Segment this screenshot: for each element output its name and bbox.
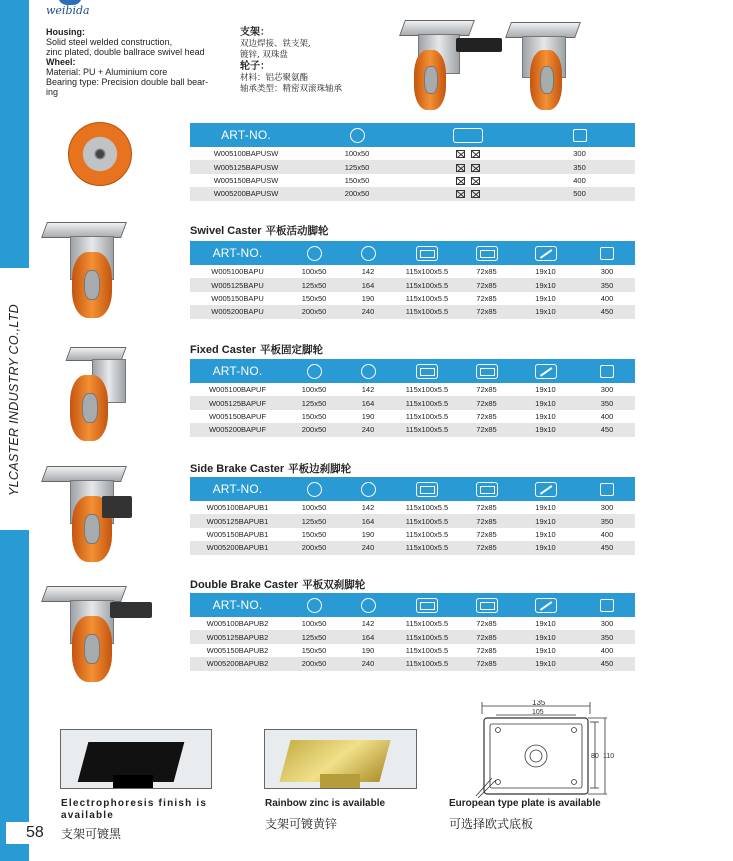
table-row: [190, 528, 635, 541]
height-icon: [361, 364, 376, 379]
cell-art-no: W005200BAPUB2: [190, 657, 285, 670]
spec-cn-housing-label: 支架：: [240, 27, 270, 38]
header-wheel-size: [285, 359, 343, 383]
cell-wheel-size: 150x50: [301, 293, 327, 303]
cell-plate-size: 115x100x5.5: [405, 267, 449, 277]
height-icon: [361, 598, 376, 613]
bearing-symbol-icon: [471, 190, 480, 198]
cell-bolt-hole: 19x10: [512, 396, 579, 409]
spec-wheel-label: Wheel:: [46, 57, 76, 67]
cell-height: 240: [343, 541, 393, 554]
cell-bolt-hole: 19x10: [535, 385, 556, 395]
cell-height: 164: [343, 630, 393, 643]
cell-bolt-hole: 19x10: [535, 503, 556, 513]
cell-hole-spacing: 72x85: [476, 385, 497, 395]
cell-wheel-size: 125x50: [302, 160, 412, 173]
cell-art-no: W005150BAPUSW: [213, 175, 279, 185]
cell-wheel-size: 150x50: [301, 645, 327, 655]
cell-plate-size: 115x100x5.5: [393, 396, 461, 409]
cell-load: 450: [579, 423, 635, 436]
spec-cn-line: 材料：铝芯聚氨酯: [240, 73, 309, 83]
load-kg-icon: [600, 483, 614, 496]
bolt-hole-icon: [535, 598, 557, 613]
caption-electrophoresis-cn: 支架可镀黑: [61, 827, 122, 841]
cell-art-no: W005125BAPUB1: [190, 514, 285, 527]
bearing-symbol-icon: [471, 177, 480, 185]
cell-plate-size: 115x100x5.5: [405, 385, 449, 395]
cell-hole-spacing: 72x85: [461, 630, 512, 643]
wheel-spec-table: [190, 123, 635, 201]
side-band-top: [0, 0, 29, 268]
height-icon: [361, 482, 376, 497]
cell-load: 300: [600, 385, 614, 395]
caster-image-side: [40, 466, 150, 561]
cell-wheel-size: 125x50: [285, 630, 343, 643]
cell-bearing: [412, 147, 524, 160]
cell-bolt-hole: 19x10: [535, 267, 556, 277]
cell-bolt-hole: 19x10: [512, 630, 579, 643]
dim-inner-width: 105: [532, 709, 544, 716]
cell-bearing: [412, 174, 524, 187]
table-row: [190, 657, 635, 670]
wheel-image: [68, 122, 132, 186]
section-title-en: Fixed Caster: [190, 344, 257, 356]
page-number: 58: [6, 822, 56, 844]
cell-wheel-size: 100x50: [301, 267, 327, 277]
cell-art-no: W005125BAPUF: [190, 396, 285, 409]
section-title-fixed: [190, 342, 323, 357]
bolt-hole-icon: [535, 246, 557, 261]
section-title-en: Side Brake Caster: [190, 463, 285, 475]
bolt-hole-icon: [535, 364, 557, 379]
plate-size-icon: [416, 246, 438, 261]
header-plate-size: [393, 359, 461, 383]
brand-logo: weibida: [46, 4, 90, 17]
table-row: [190, 278, 635, 291]
cell-hole-spacing: 72x85: [476, 411, 497, 421]
cell-plate-size: 115x100x5.5: [405, 293, 449, 303]
cell-art-no: W005150BAPU: [211, 293, 264, 303]
cell-bolt-hole: 19x10: [512, 423, 579, 436]
plate-size-icon: [416, 364, 438, 379]
cell-plate-size: 115x100x5.5: [393, 305, 461, 318]
table-row: [190, 410, 635, 423]
bearing-symbol-icon: [471, 164, 480, 172]
cell-art-no: W005100BAPUB2: [206, 619, 269, 629]
cell-load: 350: [579, 514, 635, 527]
cell-art-no: W005100BAPU: [211, 267, 264, 277]
header-load: [579, 593, 635, 617]
header-art-no: ART-NO.: [190, 477, 285, 501]
table-row: [190, 187, 635, 200]
header-art-no: ART-NO.: [190, 241, 285, 265]
cell-height: 142: [361, 267, 375, 277]
section-title-cn: 平板双刹脚轮: [302, 579, 366, 591]
spec-wheel-line: Material: PU + Aluminium core: [46, 67, 168, 77]
cell-wheel-size: 100x50: [301, 619, 327, 629]
bearing-symbol-icon: [471, 150, 480, 158]
cell-load: 400: [600, 293, 614, 303]
cell-hole-spacing: 72x85: [461, 541, 512, 554]
cell-wheel-size: 200x50: [285, 657, 343, 670]
header-wheel-size: [285, 241, 343, 265]
cell-load: 350: [579, 630, 635, 643]
cell-art-no: W005125BAPUB2: [190, 630, 285, 643]
hole-spacing-icon: [476, 246, 498, 261]
cell-height: 190: [361, 645, 375, 655]
table-row: [190, 305, 635, 318]
cell-bearing: [412, 187, 524, 200]
cell-plate-size: 115x100x5.5: [393, 423, 461, 436]
wheel-size-icon: [350, 128, 365, 143]
table-row: [190, 501, 635, 514]
cell-wheel-size: 125x50: [285, 278, 343, 291]
spec-wheel-line: ing: [46, 87, 59, 97]
cell-plate-size: 115x100x5.5: [393, 630, 461, 643]
header-plate-size: [393, 477, 461, 501]
hole-spacing-icon: [476, 598, 498, 613]
spec-housing-label: Housing:: [46, 27, 85, 37]
cell-height: 190: [361, 529, 375, 539]
cell-height: 240: [343, 657, 393, 670]
cell-load: 500: [524, 187, 635, 200]
spec-housing-line: Solid steel welded construction,: [46, 37, 173, 47]
cell-load: 450: [579, 305, 635, 318]
table-row: [190, 644, 635, 657]
dim-inner-height: 80: [591, 753, 599, 760]
spec-cn-line: 轴承类型：精密双滚珠轴承: [240, 84, 343, 94]
spec-table-swivel: [190, 241, 635, 319]
cell-wheel-size: 150x50: [301, 529, 327, 539]
header-bearing: [412, 123, 524, 147]
load-kg-icon: [600, 365, 614, 378]
cell-bolt-hole: 19x10: [512, 514, 579, 527]
header-bolt-hole: [512, 593, 579, 617]
section-title-side: [190, 461, 351, 476]
section-title-cn: 平板边刹脚轮: [288, 463, 352, 475]
spec-table-side: [190, 477, 635, 555]
cell-hole-spacing: 72x85: [476, 645, 497, 655]
cell-plate-size: 115x100x5.5: [405, 529, 449, 539]
section-title-swivel: [190, 223, 329, 238]
cell-art-no: W005150BAPUB2: [206, 645, 269, 655]
table-row: [190, 514, 635, 527]
cell-bolt-hole: 19x10: [535, 529, 556, 539]
cell-load: 350: [579, 396, 635, 409]
table-row: [190, 383, 635, 396]
cell-art-no: W005200BAPUSW: [190, 187, 302, 200]
bolt-hole-icon: [535, 482, 557, 497]
plate-technical-drawing: [474, 700, 614, 798]
cell-load: 400: [600, 411, 614, 421]
cell-art-no: W005200BAPUF: [190, 423, 285, 436]
cell-plate-size: 115x100x5.5: [405, 411, 449, 421]
photo-electrophoresis: [60, 729, 212, 789]
cell-load: 450: [579, 541, 635, 554]
cell-load: 300: [600, 619, 614, 629]
side-band-bottom: [0, 530, 29, 861]
cell-hole-spacing: 72x85: [461, 396, 512, 409]
caption-rainbow-zinc-cn: 支架可镀黄锌: [265, 817, 338, 831]
table-row: [190, 617, 635, 630]
cell-art-no: W005100BAPUSW: [213, 149, 279, 159]
header-wheel-size: [302, 123, 412, 147]
cell-art-no: W005125BAPUSW: [190, 160, 302, 173]
cell-plate-size: 115x100x5.5: [393, 657, 461, 670]
load-kg-icon: [600, 247, 614, 260]
cell-plate-size: 115x100x5.5: [405, 619, 449, 629]
cell-height: 240: [343, 305, 393, 318]
cell-load: 350: [579, 278, 635, 291]
header-plate-size: [393, 241, 461, 265]
cell-bolt-hole: 19x10: [535, 411, 556, 421]
load-kg-icon: [573, 129, 587, 142]
cell-hole-spacing: 72x85: [476, 619, 497, 629]
cell-plate-size: 115x100x5.5: [405, 645, 449, 655]
section-title-en: Swivel Caster: [190, 225, 262, 237]
cell-bolt-hole: 19x10: [535, 645, 556, 655]
cell-art-no: W005125BAPU: [190, 278, 285, 291]
cell-load: 400: [600, 645, 614, 655]
hero-caster-swivel: [508, 22, 588, 110]
cell-wheel-size: 200x50: [285, 423, 343, 436]
header-bolt-hole: [512, 359, 579, 383]
wheel-size-icon: [307, 598, 322, 613]
header-wheel-size: [285, 477, 343, 501]
cell-bearing: [412, 160, 524, 173]
cell-wheel-size: 200x50: [285, 541, 343, 554]
caster-image-swivel: [40, 222, 150, 317]
cell-wheel-size: 100x50: [344, 149, 370, 159]
cell-height: 190: [361, 293, 375, 303]
specs-chinese: [240, 27, 390, 95]
wheel-size-icon: [307, 246, 322, 261]
header-height: [343, 241, 393, 265]
cell-load: 400: [600, 529, 614, 539]
cell-art-no: W005100BAPUB1: [206, 503, 269, 513]
cell-bolt-hole: 19x10: [512, 278, 579, 291]
wheel-size-icon: [307, 482, 322, 497]
cell-bolt-hole: 19x10: [512, 541, 579, 554]
bearing-icon: [453, 128, 483, 143]
cell-height: 142: [361, 503, 375, 513]
cell-plate-size: 115x100x5.5: [405, 503, 449, 513]
bearing-symbol-icon: [456, 150, 465, 158]
cell-art-no: W005150BAPUF: [208, 411, 267, 421]
table-row: [190, 423, 635, 436]
table-row: [190, 396, 635, 409]
cell-art-no: W005200BAPUB1: [190, 541, 285, 554]
cell-load: 300: [600, 503, 614, 513]
cell-load: 300: [573, 149, 586, 159]
header-hole-spacing: [461, 359, 512, 383]
section-title-cn: 平板固定脚轮: [260, 344, 324, 356]
bearing-symbol-icon: [456, 190, 465, 198]
cell-load: 350: [524, 160, 635, 173]
section-title-double: [190, 577, 365, 592]
header-hole-spacing: [461, 593, 512, 617]
caster-image-double: [40, 586, 150, 681]
cell-wheel-size: 125x50: [285, 396, 343, 409]
specs-english: [46, 27, 231, 97]
header-load: [524, 123, 635, 147]
section-title-cn: 平板活动脚轮: [265, 225, 329, 237]
cell-hole-spacing: 72x85: [461, 657, 512, 670]
header-height: [343, 593, 393, 617]
wheel-size-icon: [307, 364, 322, 379]
cell-wheel-size: 100x50: [301, 503, 327, 513]
cell-hole-spacing: 72x85: [461, 423, 512, 436]
cell-height: 164: [343, 278, 393, 291]
table-row: [190, 292, 635, 305]
cell-art-no: W005100BAPUF: [208, 385, 267, 395]
header-bolt-hole: [512, 241, 579, 265]
spec-wheel-line: Bearing type: Precision double ball bear-: [46, 77, 209, 87]
header-load: [579, 359, 635, 383]
header-art-no: ART-NO.: [190, 359, 285, 383]
header-art-no: ART-NO.: [190, 593, 285, 617]
cell-hole-spacing: 72x85: [476, 529, 497, 539]
bearing-symbol-icon: [456, 164, 465, 172]
cell-load: 400: [573, 175, 586, 185]
cell-wheel-size: 125x50: [285, 514, 343, 527]
section-title-en: Double Brake Caster: [190, 579, 299, 591]
caster-image-fixed: [40, 347, 150, 442]
photo-rainbow-zinc: [264, 729, 417, 789]
hero-caster-brake: [400, 20, 505, 110]
cell-wheel-size: 200x50: [285, 305, 343, 318]
spec-table-double: [190, 593, 635, 671]
plate-size-icon: [416, 598, 438, 613]
header-plate-size: [393, 593, 461, 617]
cell-art-no: W005150BAPUB1: [206, 529, 269, 539]
cell-wheel-size: 200x50: [302, 187, 412, 200]
cell-height: 164: [343, 396, 393, 409]
cell-plate-size: 115x100x5.5: [393, 278, 461, 291]
dim-outer-width: 135: [532, 700, 546, 707]
cell-bolt-hole: 19x10: [512, 305, 579, 318]
header-wheel-size: [285, 593, 343, 617]
header-load: [579, 477, 635, 501]
cell-height: 164: [343, 514, 393, 527]
table-row: [190, 541, 635, 554]
spec-cn-wheel-label: 轮子：: [240, 61, 270, 72]
cell-hole-spacing: 72x85: [461, 278, 512, 291]
cell-height: 142: [361, 385, 375, 395]
header-hole-spacing: [461, 241, 512, 265]
header-load: [579, 241, 635, 265]
cell-hole-spacing: 72x85: [476, 503, 497, 513]
caption-european-plate: European type plate is available: [449, 798, 601, 809]
cell-height: 142: [361, 619, 375, 629]
cell-hole-spacing: 72x85: [461, 305, 512, 318]
table-row: [190, 265, 635, 278]
cell-plate-size: 115x100x5.5: [393, 541, 461, 554]
caption-rainbow-zinc: Rainbow zinc is available: [265, 798, 386, 809]
spec-cn-line: 双边焊接、铁支架,: [240, 39, 311, 49]
cell-bolt-hole: 19x10: [535, 619, 556, 629]
hole-spacing-icon: [476, 364, 498, 379]
caption-electrophoresis: Electrophoresis finish is available: [61, 798, 208, 821]
header-hole-spacing: [461, 477, 512, 501]
cell-hole-spacing: 72x85: [476, 267, 497, 277]
bearing-symbol-icon: [456, 177, 465, 185]
spec-table-fixed: [190, 359, 635, 437]
header-height: [343, 477, 393, 501]
plate-size-icon: [416, 482, 438, 497]
spec-cn-line: 镀锌, 双珠盘: [240, 50, 288, 60]
cell-art-no: W005200BAPU: [190, 305, 285, 318]
cell-height: 240: [343, 423, 393, 436]
caption-european-plate-cn: 可选择欧式底板: [449, 817, 534, 831]
cell-load: 450: [579, 657, 635, 670]
height-icon: [361, 246, 376, 261]
spec-housing-line: zinc plated, double ballrace swivel head: [46, 47, 205, 57]
cell-hole-spacing: 72x85: [461, 514, 512, 527]
cell-wheel-size: 100x50: [301, 385, 327, 395]
table-row: [190, 147, 635, 160]
header-bolt-hole: [512, 477, 579, 501]
cell-hole-spacing: 72x85: [476, 293, 497, 303]
hole-spacing-icon: [476, 482, 498, 497]
table-row: [190, 174, 635, 187]
cell-bolt-hole: 19x10: [535, 293, 556, 303]
cell-height: 190: [361, 411, 375, 421]
header-art-no: ART-NO.: [190, 123, 302, 147]
table-row: [190, 630, 635, 643]
header-height: [343, 359, 393, 383]
cell-load: 300: [600, 267, 614, 277]
cell-wheel-size: 150x50: [344, 175, 370, 185]
cell-plate-size: 115x100x5.5: [393, 514, 461, 527]
table-row: [190, 160, 635, 173]
cell-bolt-hole: 19x10: [512, 657, 579, 670]
dim-outer-height: 110: [603, 753, 614, 760]
company-name-vertical: YLCASTER INDUSTRY CO.,LTD: [7, 303, 21, 497]
cell-wheel-size: 150x50: [301, 411, 327, 421]
load-kg-icon: [600, 599, 614, 612]
